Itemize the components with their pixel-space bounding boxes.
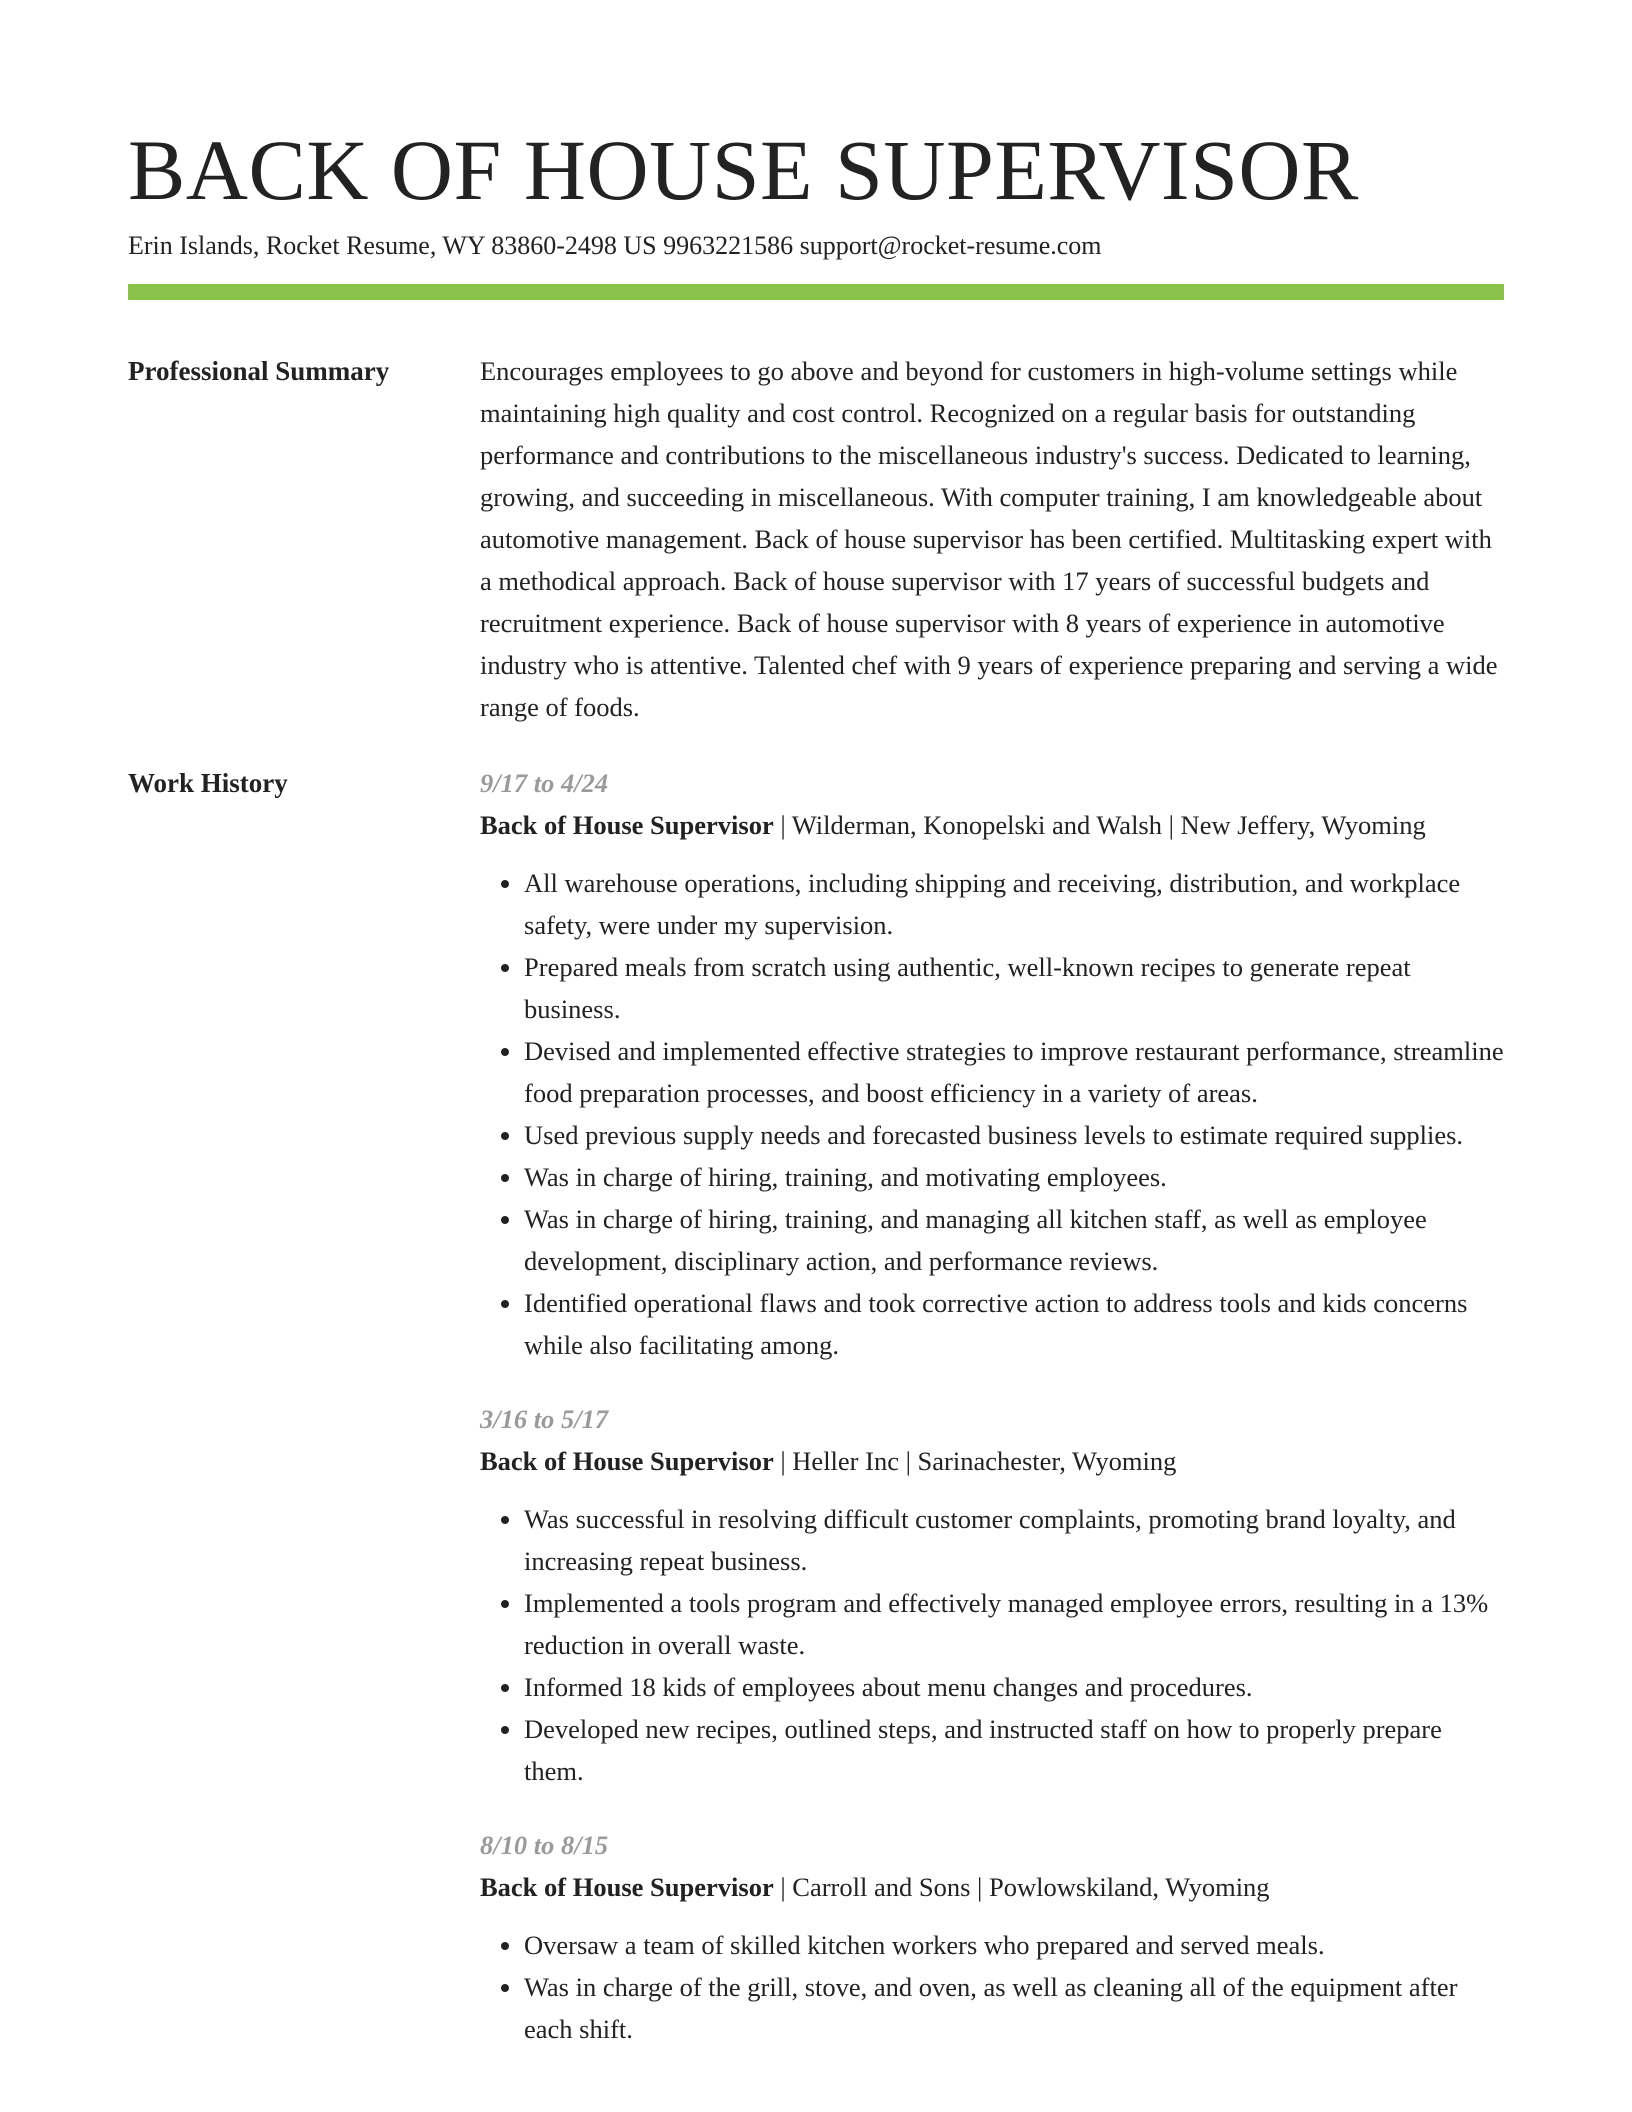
job-title: Back of House Supervisor <box>480 810 774 840</box>
summary-label: Professional Summary <box>128 356 390 386</box>
job-bullet: • Oversaw a team of skilled kitchen workers who prepared and served meals. <box>524 1924 1504 1966</box>
job-entry <box>480 1824 1504 2050</box>
job-bullets <box>480 1498 1504 1792</box>
work-history-label: Work History <box>128 768 288 798</box>
job-bullets <box>480 1924 1504 2050</box>
resume-page <box>128 120 1504 2082</box>
job-bullet: • Used previous supply needs and forecasted business levels to estimate required supplies. <box>524 1114 1504 1156</box>
job-bullet: • Developed new recipes, outlined steps, and instructed staff on how to properly prepare them. <box>524 1708 1504 1792</box>
job-bullet: • Prepared meals from scratch using authentic, well-known recipes to generate repeat business. <box>524 946 1504 1030</box>
job-entry <box>480 762 1504 1366</box>
accent-divider <box>128 284 1504 300</box>
job-heading <box>480 804 1504 846</box>
job-heading <box>480 1440 1504 1482</box>
job-dates: 9/17 to 4/24 <box>480 768 609 798</box>
work-history-list <box>480 762 1504 2082</box>
job-dates: 8/10 to 8/15 <box>480 1830 609 1860</box>
work-history-section <box>128 762 1504 2082</box>
job-bullet: • Identified operational flaws and took corrective action to address tools and kids concerns while also facilitating among. <box>524 1282 1504 1366</box>
job-bullet: • Was in charge of the grill, stove, and oven, as well as cleaning all of the equipment after each shift. <box>524 1966 1504 2050</box>
job-details: | Wilderman, Konopelski and Walsh | New Jeffery, Wyoming <box>773 810 1426 840</box>
resume-title: BACK OF HOUSE SUPERVISOR <box>128 122 1359 218</box>
job-entry <box>480 1398 1504 1792</box>
job-bullet: • Devised and implemented effective strategies to improve restaurant performance, streamline food preparation processes, and boost efficiency in a variety of areas. <box>524 1030 1504 1114</box>
job-bullet: • Informed 18 kids of employees about menu changes and procedures. <box>524 1666 1504 1708</box>
job-bullet: • Was in charge of hiring, training, and managing all kitchen staff, as well as employee development, disciplinary action, and performance reviews. <box>524 1198 1504 1282</box>
summary-section <box>128 350 1504 728</box>
job-bullet: • Implemented a tools program and effectively managed employee errors, resulting in a 13% reduction in overall waste. <box>524 1582 1504 1666</box>
contact-line: Erin Islands, Rocket Resume, WY 83860-2498 US 9963221586 support@rocket-resume.com <box>128 231 1102 260</box>
job-details: | Carroll and Sons | Powlowskiland, Wyoming <box>773 1872 1270 1902</box>
job-details: | Heller Inc | Sarinachester, Wyoming <box>773 1446 1177 1476</box>
job-bullet: • Was successful in resolving difficult customer complaints, promoting brand loyalty, and increasing repeat business. <box>524 1498 1504 1582</box>
summary-text: Encourages employees to go above and beyond for customers in high-volume settings while maintaining high quality and cost control. Recognized on a regular basis for outstanding performance and contributions to the miscellaneous industry's success. Dedicated to learning, growing, and succeeding in miscellaneous. With computer training, I am knowledgeable about automotive management. Back of house supervisor has been certified. Multitasking expert with a methodical approach. Back of house supervisor with 17 years of successful budgets and recruitment experience. Back of house supervisor with 8 years of experience in automotive industry who is attentive. Talented chef with 9 years of experience preparing and serving a wide range of foods. <box>480 356 1498 722</box>
job-bullet: • All warehouse operations, including shipping and receiving, distribution, and workplace safety, were under my supervision. <box>524 862 1504 946</box>
job-title: Back of House Supervisor <box>480 1446 774 1476</box>
job-dates: 3/16 to 5/17 <box>480 1404 609 1434</box>
job-title: Back of House Supervisor <box>480 1872 774 1902</box>
job-heading <box>480 1866 1504 1908</box>
job-bullets <box>480 862 1504 1366</box>
job-bullet: • Was in charge of hiring, training, and motivating employees. <box>524 1156 1504 1198</box>
